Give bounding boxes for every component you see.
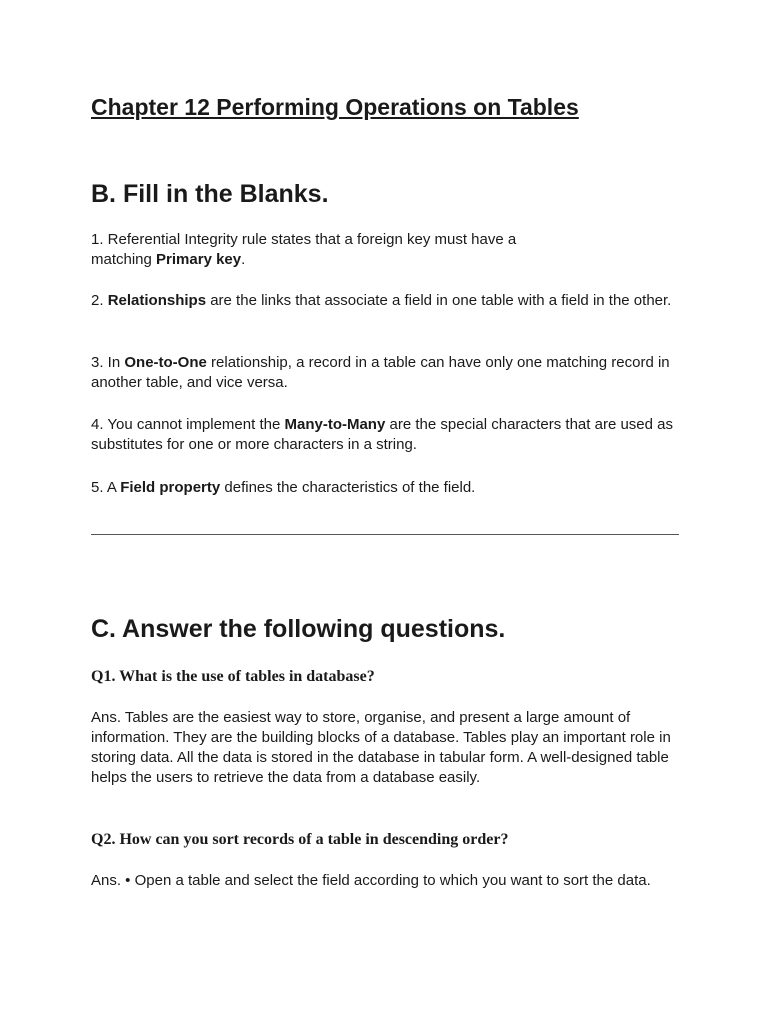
item-3-answer: One-to-One bbox=[124, 354, 207, 371]
section-c-heading: C. Answer the following questions. bbox=[91, 615, 506, 643]
item-5-tail: defines the characteristics of the field. bbox=[220, 479, 476, 496]
item-1-answer: Primary key bbox=[156, 251, 242, 268]
item-1-text-2: matching bbox=[91, 251, 157, 268]
item-1-tail: . bbox=[241, 251, 246, 268]
item-2-answer: Relationships bbox=[107, 292, 207, 309]
section-b-heading: B. Fill in the Blanks. bbox=[91, 180, 329, 208]
item-5-answer: Field property bbox=[120, 479, 221, 496]
section-divider bbox=[91, 534, 679, 535]
item-2-tail: are the links that associate a field in one table with a field in the other. bbox=[206, 292, 672, 309]
fill-blank-item-5 bbox=[91, 478, 683, 498]
item-3-lead: 3. In bbox=[91, 354, 125, 371]
item-1-text: 1. Referential Integrity rule states that a foreign key must have a bbox=[91, 231, 517, 248]
item-4-tail: are the special characters that are used as substitutes for one or more characters in a string. bbox=[91, 416, 673, 453]
fill-blank-item-3 bbox=[91, 353, 683, 393]
answer-2: Ans. • Open a table and select the field according to which you want to sort the data. bbox=[91, 872, 651, 889]
item-2-lead: 2. bbox=[91, 292, 108, 309]
fill-blank-item-4 bbox=[91, 415, 683, 455]
chapter-title: Chapter 12 Performing Operations on Tables bbox=[91, 94, 579, 120]
question-1: Q1. What is the use of tables in database? bbox=[91, 668, 375, 685]
fill-blank-item-1 bbox=[91, 230, 683, 270]
item-4-answer: Many-to-Many bbox=[284, 416, 386, 433]
answer-1: Ans. Tables are the easiest way to store, organise, and present a large amount of information. They are the building blocks of a database. Tables play an important role in storing data. All the data is stored in the database in tabular form. A well-designed table helps the users to retrieve the data from a database easily. bbox=[91, 709, 671, 786]
item-3-tail: relationship, a record in a table can have only one matching record in another table, and vice versa. bbox=[91, 354, 670, 391]
item-4-lead: 4. You cannot implement the bbox=[91, 416, 285, 433]
item-5-lead: 5. A bbox=[91, 479, 121, 496]
fill-blank-item-2 bbox=[91, 291, 683, 311]
question-2: Q2. How can you sort records of a table in descending order? bbox=[91, 831, 509, 848]
